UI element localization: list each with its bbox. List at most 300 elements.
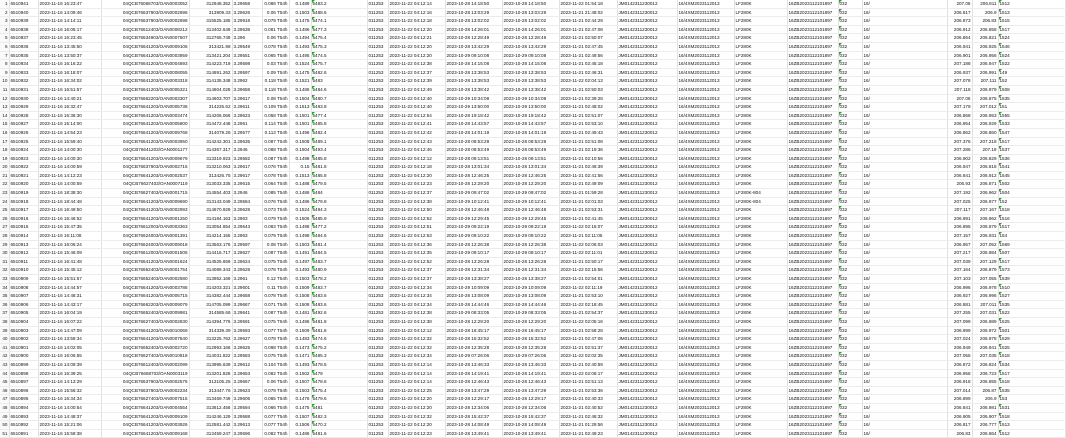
ratio-cell[interactable]: 0.1504 — [289, 94, 311, 103]
ratio-cell[interactable]: 0.1486 — [289, 189, 311, 198]
batch-cell[interactable]: 16/4XM2023112013 — [677, 326, 734, 335]
measure-c-cell[interactable]: 1529 — [998, 335, 1065, 344]
station-cell[interactable]: 011253 — [367, 189, 388, 198]
measure-a-cell[interactable]: 207.039 — [947, 257, 972, 266]
flag-cell[interactable]: 16/ — [862, 403, 947, 412]
batch-cell[interactable]: 16/4XM2023112013 — [677, 292, 734, 301]
id-cell[interactable]: 6510921 — [9, 171, 38, 180]
created-time-cell[interactable]: 2023-11-16 16:06:24 — [38, 240, 101, 249]
type-cell[interactable]: 032 — [838, 42, 862, 51]
voltage-cell[interactable]: 3.29635 — [232, 137, 262, 146]
id-cell[interactable]: 6510939 — [9, 17, 38, 26]
type-cell[interactable]: 032 — [838, 197, 862, 206]
row-number[interactable]: 12 — [0, 94, 9, 103]
time-a-cell[interactable]: 2023-11-22 04:12:32 — [388, 335, 445, 344]
time-c-cell[interactable]: 2023-10-29 08:33:05 — [502, 309, 559, 318]
model-cell[interactable]: LF280K — [734, 103, 787, 112]
row-number[interactable]: 50 — [0, 421, 9, 430]
row-number[interactable]: 35 — [0, 292, 9, 301]
type-cell[interactable]: 032 — [838, 283, 862, 292]
id-cell[interactable]: 6510892 — [9, 421, 38, 430]
row-number[interactable]: 26 — [0, 214, 9, 223]
batch-cell[interactable]: 16/4XM2023112013 — [677, 378, 734, 387]
code-cell[interactable]: 04QCB76627403/OAN0002830 — [101, 317, 189, 326]
capacity-cell[interactable]: 313225.762 — [189, 335, 232, 344]
measure-b-cell[interactable]: 206.962 — [972, 214, 998, 223]
serial-cell[interactable]: 16ZB2023112101897 — [787, 17, 838, 26]
time-d-cell[interactable]: 2023-11-21 02:44:29 — [559, 17, 617, 26]
station-cell[interactable]: 011253 — [367, 128, 388, 137]
order-cell[interactable]: JM0142311230012 — [617, 292, 677, 301]
value-cell[interactable]: 5479 — [311, 369, 367, 378]
measure-b-cell[interactable]: 206.821 — [972, 34, 998, 43]
voltage-cell[interactable]: 3.29584 — [232, 197, 262, 206]
time-c-cell[interactable]: 2023-10-29 09:10:17 — [502, 249, 559, 258]
type-cell[interactable]: 032 — [838, 223, 862, 232]
measure-c-cell[interactable]: 1518 — [998, 352, 1065, 361]
id-cell[interactable]: 6510935 — [9, 51, 38, 60]
time-a-cell[interactable]: 2023-11-22 04:12:37 — [388, 68, 445, 77]
code-cell[interactable]: 04QCB76641203/OAN0001624 — [101, 257, 189, 266]
resistance-cell[interactable]: 0.065 T54h — [262, 395, 289, 404]
measure-c-cell[interactable]: 1517 — [998, 223, 1065, 232]
time-c-cell[interactable]: 2023-10-28 13:38:53 — [502, 68, 559, 77]
time-b-cell[interactable]: 2023-10-28 14:26:01 — [445, 25, 502, 34]
resistance-cell[interactable]: 0.118 T54h — [262, 77, 289, 86]
code-cell[interactable]: 04QCB76641203/OAN0008055 — [101, 68, 189, 77]
created-time-cell[interactable]: 2023-11-16 16:06:17 — [38, 25, 101, 34]
id-cell[interactable]: 6510930 — [9, 94, 38, 103]
capacity-cell[interactable]: 314367.317 — [189, 146, 232, 155]
code-cell[interactable]: 04QCB76641203/OAN0004893 — [101, 60, 189, 69]
flag-cell[interactable]: 16/ — [862, 283, 947, 292]
value-cell[interactable]: 5483.2 — [311, 0, 367, 8]
measure-c-cell[interactable]: 151 — [998, 103, 1065, 112]
created-time-cell[interactable]: 2023-11-16 16:23:47 — [38, 0, 101, 8]
type-cell[interactable]: 032 — [838, 60, 862, 69]
station-cell[interactable]: 011253 — [367, 8, 388, 17]
measure-b-cell[interactable]: 206.818 — [972, 163, 998, 172]
model-cell[interactable]: LF280K-804 — [734, 197, 787, 206]
order-cell[interactable]: JM0142311230012 — [617, 378, 677, 387]
flag-cell[interactable]: 16/ — [862, 214, 947, 223]
time-a-cell[interactable]: 2023-11-22 04:12:51 — [388, 223, 445, 232]
ratio-cell[interactable]: 0.1498 — [289, 223, 311, 232]
ratio-cell[interactable]: 0.1501 — [289, 120, 311, 129]
id-cell[interactable]: 6510923 — [9, 154, 38, 163]
created-time-cell[interactable]: 2023-11-16 14:00:30 — [38, 146, 101, 155]
time-a-cell[interactable]: 2023-11-22 04:12:25 — [388, 386, 445, 395]
time-b-cell[interactable]: 2023-10-29 10:12:41 — [445, 197, 502, 206]
measure-a-cell[interactable]: 206.954 — [947, 120, 972, 129]
created-time-cell[interactable]: 2023-11-16 16:06:55 — [38, 352, 101, 361]
batch-cell[interactable]: 16/4XM2023112013 — [677, 343, 734, 352]
measure-b-cell[interactable]: 207.052 — [972, 240, 998, 249]
measure-a-cell[interactable]: 206.864 — [947, 34, 972, 43]
measure-c-cell[interactable]: 1533 — [998, 120, 1065, 129]
id-cell[interactable]: 6510900 — [9, 352, 38, 361]
time-c-cell[interactable]: 2023-10-29 10:12:41 — [502, 197, 559, 206]
measure-c-cell[interactable]: 1513 — [998, 421, 1065, 430]
model-cell[interactable]: LF280K — [734, 421, 787, 430]
measure-c-cell[interactable]: 1531 — [998, 403, 1065, 412]
batch-cell[interactable]: 16/4XM2023112013 — [677, 249, 734, 258]
resistance-cell[interactable]: 0.078 T54h — [262, 266, 289, 275]
type-cell[interactable]: 032 — [838, 257, 862, 266]
measure-a-cell[interactable]: 206.958 — [947, 369, 972, 378]
created-time-cell[interactable]: 2023-11-16 14:09:39 — [38, 360, 101, 369]
code-cell[interactable]: 04QCB76662203/OAN0003307 — [101, 94, 189, 103]
time-b-cell[interactable]: 2023-10-28 14:15:08 — [445, 60, 502, 69]
time-b-cell[interactable]: 2023-10-28 14:19:41 — [445, 369, 502, 378]
capacity-cell[interactable]: 312581.442 — [189, 421, 232, 430]
time-c-cell[interactable]: 2023-10-29 09:10:08 — [502, 51, 559, 60]
code-cell[interactable]: 04QCB76637903/OAN0002234 — [101, 386, 189, 395]
table-row[interactable] — [0, 146, 1065, 155]
ratio-cell[interactable]: 0.1475 — [289, 68, 311, 77]
order-cell[interactable]: JM0142311230012 — [617, 412, 677, 421]
measure-a-cell[interactable]: 207.157 — [947, 232, 972, 241]
value-cell[interactable]: 5477.4 — [311, 111, 367, 120]
voltage-cell[interactable]: 3.29594 — [232, 403, 262, 412]
time-d-cell[interactable]: 2023-11-22 02:18:45 — [559, 300, 617, 309]
created-time-cell[interactable]: 2023-11-16 16:41:48 — [38, 257, 101, 266]
time-a-cell[interactable]: 2023-11-22 04:12:14 — [388, 360, 445, 369]
serial-cell[interactable]: 16ZB2023112101897 — [787, 137, 838, 146]
code-cell[interactable]: 04QCB76627403/OAN0001715 — [101, 189, 189, 198]
time-a-cell[interactable]: 2023-11-22 04:12:21 — [388, 34, 445, 43]
time-b-cell[interactable]: 2023-10-29 13:50:00 — [445, 103, 502, 112]
station-cell[interactable]: 011253 — [367, 111, 388, 120]
measure-c-cell[interactable]: 1524 — [998, 51, 1065, 60]
created-time-cell[interactable]: 2023-11-16 14:00:59 — [38, 163, 101, 172]
batch-cell[interactable]: 16/4XM2023112013 — [677, 103, 734, 112]
time-b-cell[interactable]: 2023-10-28 13:38:27 — [445, 275, 502, 284]
serial-cell[interactable]: 16ZB2023112101897 — [787, 77, 838, 86]
station-cell[interactable]: 011253 — [367, 309, 388, 318]
station-cell[interactable]: 011253 — [367, 214, 388, 223]
time-b-cell[interactable]: 2023-10-28 13:46:33 — [445, 360, 502, 369]
table-row[interactable] — [0, 309, 1065, 318]
voltage-cell[interactable]: 3.29601 — [232, 283, 262, 292]
time-b-cell[interactable]: 2023-10-28 15:42:37 — [445, 412, 502, 421]
serial-cell[interactable]: 16ZB2023112101897 — [787, 189, 838, 198]
type-cell[interactable]: 032 — [838, 429, 862, 438]
ratio-cell[interactable]: 0.1475 — [289, 403, 311, 412]
time-c-cell[interactable]: 2023-10-29 09:22:19 — [502, 223, 559, 232]
table-row[interactable] — [0, 120, 1065, 129]
flag-cell[interactable]: 16/ — [862, 103, 947, 112]
time-b-cell[interactable]: 2023-10-29 09:10:17 — [445, 249, 502, 258]
time-d-cell[interactable]: 2023-11-21 02:01:03 — [559, 197, 617, 206]
table-row[interactable] — [0, 412, 1065, 421]
measure-a-cell[interactable]: 207.025 — [947, 197, 972, 206]
model-cell[interactable]: LF280K — [734, 249, 787, 258]
time-c-cell[interactable]: 2023-10-28 13:26:28 — [502, 257, 559, 266]
time-b-cell[interactable]: 2023-10-28 12:46:48 — [445, 206, 502, 215]
time-d-cell[interactable]: 2023-11-22 02:15:56 — [559, 266, 617, 275]
ratio-cell[interactable]: 0.15 — [289, 163, 311, 172]
time-a-cell[interactable]: 2023-11-22 04:12:46 — [388, 146, 445, 155]
time-c-cell[interactable]: 2023-10-28 13:46:33 — [502, 360, 559, 369]
time-c-cell[interactable]: 2023-10-28 14:43:57 — [502, 120, 559, 129]
type-cell[interactable]: 032 — [838, 0, 862, 8]
resistance-cell[interactable]: 0.118 T54h — [262, 85, 289, 94]
station-cell[interactable]: 011253 — [367, 326, 388, 335]
created-time-cell[interactable]: 2023-11-16 14:00:59 — [38, 180, 101, 189]
serial-cell[interactable]: 16ZB2023112101897 — [787, 60, 838, 69]
measure-a-cell[interactable]: 207.117 — [947, 206, 972, 215]
id-cell[interactable]: 6510903 — [9, 326, 38, 335]
capacity-cell[interactable]: 315525.185 — [189, 17, 232, 26]
measure-b-cell[interactable]: 207.031 — [972, 309, 998, 318]
capacity-cell[interactable]: 313421.98 — [189, 42, 232, 51]
time-d-cell[interactable]: 2023-11-21 02:54:01 — [559, 275, 617, 284]
resistance-cell[interactable]: 0.078 T54h — [262, 335, 289, 344]
order-cell[interactable]: JM0142311230012 — [617, 240, 677, 249]
measure-b-cell[interactable]: 206.929 — [972, 120, 998, 129]
time-a-cell[interactable]: 2023-11-22 04:12:34 — [388, 292, 445, 301]
batch-cell[interactable]: 16/4XM2023112013 — [677, 309, 734, 318]
order-cell[interactable]: JM0142311230012 — [617, 352, 677, 361]
code-cell[interactable]: 04QCB76627403/OAN0010818 — [101, 352, 189, 361]
resistance-cell[interactable]: 0.058 T54h — [262, 111, 289, 120]
flag-cell[interactable]: 16/ — [862, 421, 947, 430]
measure-b-cell[interactable]: 206.962 — [972, 189, 998, 198]
order-cell[interactable]: JM0142311230012 — [617, 77, 677, 86]
time-c-cell[interactable]: 2023-10-28 14:44:46 — [502, 300, 559, 309]
order-cell[interactable]: JM0142311230012 — [617, 360, 677, 369]
flag-cell[interactable]: 16/ — [862, 240, 947, 249]
value-cell[interactable]: 5485.9 — [311, 214, 367, 223]
time-b-cell[interactable]: 2023-10-29 09:10:08 — [445, 51, 502, 60]
voltage-cell[interactable]: 3.29658 — [232, 0, 262, 8]
batch-cell[interactable]: 16/4XM2023112013 — [677, 223, 734, 232]
flag-cell[interactable]: 16/ — [862, 206, 947, 215]
batch-cell[interactable]: 16/4XM2023112013 — [677, 171, 734, 180]
measure-b-cell[interactable]: 206.879 — [972, 223, 998, 232]
station-cell[interactable]: 011253 — [367, 180, 388, 189]
measure-b-cell[interactable]: 206.996 — [972, 292, 998, 301]
serial-cell[interactable]: 16ZB2023112101897 — [787, 8, 838, 17]
resistance-cell[interactable]: 0.077 T54h — [262, 412, 289, 421]
created-time-cell[interactable]: 2023-11-16 14:14:11 — [38, 17, 101, 26]
measure-c-cell[interactable]: 1502 — [998, 180, 1065, 189]
created-time-cell[interactable]: 2023-11-16 14:40:21 — [38, 94, 101, 103]
time-a-cell[interactable]: 2023-11-22 04:12:35 — [388, 249, 445, 258]
resistance-cell[interactable]: 0.073 T54h — [262, 206, 289, 215]
row-number[interactable]: 36 — [0, 300, 9, 309]
measure-b-cell[interactable]: 206.947 — [972, 60, 998, 69]
time-c-cell[interactable]: 2023-10-28 13:02:02 — [502, 17, 559, 26]
time-c-cell[interactable]: 2023-10-28 13:49:41 — [502, 429, 559, 438]
time-b-cell[interactable]: 2023-10-28 16:45:17 — [445, 326, 502, 335]
resistance-cell[interactable]: 0.075 T54h — [262, 317, 289, 326]
time-c-cell[interactable]: 2023-10-28 13:38:53 — [502, 77, 559, 86]
model-cell[interactable]: LF280K — [734, 309, 787, 318]
ratio-cell[interactable]: 0.1508 — [289, 300, 311, 309]
measure-a-cell[interactable]: 206.941 — [947, 42, 972, 51]
measure-b-cell[interactable]: 207.012 — [972, 103, 998, 112]
batch-cell[interactable]: 16/4XM2023112013 — [677, 34, 734, 43]
table-row[interactable] — [0, 85, 1065, 94]
row-number[interactable]: 33 — [0, 275, 9, 284]
row-number[interactable]: 8 — [0, 60, 9, 69]
station-cell[interactable]: 011253 — [367, 206, 388, 215]
time-d-cell[interactable]: 2023-11-21 02:39:28 — [559, 94, 617, 103]
resistance-cell[interactable]: 0.075 T54h — [262, 257, 289, 266]
time-d-cell[interactable]: 2023-11-21 02:50:07 — [559, 34, 617, 43]
ratio-cell[interactable]: 0.1493 — [289, 266, 311, 275]
value-cell[interactable]: 5484 — [311, 189, 367, 198]
time-a-cell[interactable]: 2023-11-22 04:12:54 — [388, 111, 445, 120]
id-cell[interactable]: 6510926 — [9, 128, 38, 137]
capacity-cell[interactable]: 314223.719 — [189, 60, 232, 69]
time-a-cell[interactable]: 2023-11-22 04:12:18 — [388, 163, 445, 172]
ratio-cell[interactable]: 0.1489 — [289, 0, 311, 8]
batch-cell[interactable]: 16/4XM2023112013 — [677, 137, 734, 146]
serial-cell[interactable]: 16ZB2023112101897 — [787, 412, 838, 421]
batch-cell[interactable]: 16/4XM2023112013 — [677, 154, 734, 163]
flag-cell[interactable]: 16/ — [862, 25, 947, 34]
order-cell[interactable]: JM0142311230012 — [617, 137, 677, 146]
flag-cell[interactable]: 16/ — [862, 17, 947, 26]
resistance-cell[interactable]: 0.077 T54h — [262, 421, 289, 430]
type-cell[interactable]: 032 — [838, 386, 862, 395]
measure-b-cell[interactable]: 206.83 — [972, 17, 998, 26]
time-d-cell[interactable]: 2023-11-21 02:41:45 — [559, 214, 617, 223]
table-row[interactable] — [0, 34, 1065, 43]
flag-cell[interactable]: 16/ — [862, 378, 947, 387]
code-cell[interactable]: 04QCB76641203/OAN0005321 — [101, 85, 189, 94]
batch-cell[interactable]: 16/4XM2023112013 — [677, 429, 734, 438]
measure-a-cell[interactable]: 207.078 — [947, 77, 972, 86]
time-c-cell[interactable]: 2023-10-28 12:28:49 — [502, 34, 559, 43]
resistance-cell[interactable]: 0.082 T54h — [262, 369, 289, 378]
measure-c-cell[interactable]: 1504 — [998, 189, 1065, 198]
measure-c-cell[interactable]: 1518 — [998, 378, 1065, 387]
measure-c-cell[interactable]: 1527 — [998, 292, 1065, 301]
time-c-cell[interactable]: 2023-10-28 12:29:20 — [502, 180, 559, 189]
code-cell[interactable]: 04QCB76641203/OAN0009168 — [101, 429, 189, 438]
ratio-cell[interactable]: 0.1481 — [289, 309, 311, 318]
table-row[interactable] — [0, 300, 1065, 309]
batch-cell[interactable]: 16/4XM2023112013 — [677, 412, 734, 421]
table-row[interactable] — [0, 232, 1065, 241]
time-a-cell[interactable]: 2023-11-22 04:12:20 — [388, 403, 445, 412]
serial-cell[interactable]: 16ZB2023112101897 — [787, 111, 838, 120]
time-d-cell[interactable]: 2023-11-21 02:46:32 — [559, 412, 617, 421]
value-cell[interactable]: 5475.2 — [311, 343, 367, 352]
id-cell[interactable]: 6510912 — [9, 249, 38, 258]
type-cell[interactable]: 032 — [838, 352, 862, 361]
resistance-cell[interactable]: 0.06 T54h — [262, 34, 289, 43]
serial-cell[interactable]: 16ZB2023112101897 — [787, 180, 838, 189]
station-cell[interactable]: 011253 — [367, 300, 388, 309]
row-number[interactable]: 46 — [0, 386, 9, 395]
serial-cell[interactable]: 16ZB2023112101897 — [787, 403, 838, 412]
flag-cell[interactable]: 16/ — [862, 189, 947, 198]
created-time-cell[interactable]: 2023-11-16 14:44:57 — [38, 283, 101, 292]
measure-c-cell[interactable]: 1516 — [998, 214, 1065, 223]
flag-cell[interactable]: 16/ — [862, 395, 947, 404]
row-number[interactable]: 28 — [0, 232, 9, 241]
time-c-cell[interactable]: 2023-10-28 13:47:29 — [502, 386, 559, 395]
type-cell[interactable]: 032 — [838, 412, 862, 421]
voltage-cell[interactable]: 3.29628 — [232, 266, 262, 275]
type-cell[interactable]: 032 — [838, 17, 862, 26]
voltage-cell[interactable]: 3.29643 — [232, 223, 262, 232]
time-a-cell[interactable]: 2023-11-22 04:12:23 — [388, 180, 445, 189]
time-c-cell[interactable]: 2023-10-28 14:26:01 — [502, 25, 559, 34]
serial-cell[interactable]: 16ZB2023112101897 — [787, 292, 838, 301]
time-c-cell[interactable]: 2023-10-28 12:46:25 — [502, 171, 559, 180]
voltage-cell[interactable]: 3.29538 — [232, 25, 262, 34]
table-row[interactable] — [0, 51, 1065, 60]
time-c-cell[interactable]: 2023-10-28 14:08:49 — [502, 421, 559, 430]
time-d-cell[interactable]: 2023-11-21 02:49:23 — [559, 429, 617, 438]
row-number[interactable]: 49 — [0, 412, 9, 421]
id-cell[interactable]: 6510941 — [9, 0, 38, 8]
measure-a-cell[interactable]: 207.188 — [947, 60, 972, 69]
code-cell[interactable]: 04QCB76637903/OAN0002696 — [101, 8, 189, 17]
time-a-cell[interactable]: 2023-11-22 04:12:16 — [388, 8, 445, 17]
model-cell[interactable]: LF280K — [734, 266, 787, 275]
resistance-cell[interactable]: 0.109 T54h — [262, 103, 289, 112]
time-c-cell[interactable]: 2023-10-29 10:34:08 — [502, 94, 559, 103]
batch-cell[interactable]: 16/4XM2023112013 — [677, 300, 734, 309]
row-number[interactable]: 31 — [0, 257, 9, 266]
flag-cell[interactable]: 16/ — [862, 317, 947, 326]
time-d-cell[interactable]: 2023-11-22 02:06:03 — [559, 240, 617, 249]
measure-c-cell[interactable]: 1524 — [998, 34, 1065, 43]
order-cell[interactable]: JM0142311230012 — [617, 343, 677, 352]
model-cell[interactable]: LF280K — [734, 395, 787, 404]
row-number[interactable]: 38 — [0, 317, 9, 326]
capacity-cell[interactable]: 314394.776 — [189, 317, 232, 326]
time-d-cell[interactable]: 2023-11-21 02:51:37 — [559, 343, 617, 352]
measure-b-cell[interactable]: 206.979 — [972, 85, 998, 94]
created-time-cell[interactable]: 2023-11-16 18:44:48 — [38, 197, 101, 206]
measure-a-cell[interactable]: 207.099 — [947, 317, 972, 326]
capacity-cell[interactable]: 313421.204 — [189, 51, 232, 60]
model-cell[interactable]: LF280K — [734, 120, 787, 129]
flag-cell[interactable]: 16/ — [862, 292, 947, 301]
model-cell[interactable]: LF280K — [734, 429, 787, 438]
model-cell[interactable]: LF280K — [734, 369, 787, 378]
code-cell[interactable]: 04QCB76652403/OAN0009981 — [101, 309, 189, 318]
resistance-cell[interactable]: 0.087 T54h — [262, 154, 289, 163]
batch-cell[interactable]: 16/4XM2023112013 — [677, 25, 734, 34]
time-d-cell[interactable]: 2023-11-21 02:50:03 — [559, 85, 617, 94]
serial-cell[interactable]: 16ZB2023112101897 — [787, 0, 838, 8]
batch-cell[interactable]: 16/4XM2023112013 — [677, 275, 734, 284]
time-b-cell[interactable]: 2023-10-28 12:34:06 — [445, 403, 502, 412]
time-b-cell[interactable]: 2023-10-28 09:13:51 — [445, 154, 502, 163]
measure-b-cell[interactable]: 206.991 — [972, 68, 998, 77]
row-number[interactable]: 27 — [0, 223, 9, 232]
model-cell[interactable]: LF280K — [734, 17, 787, 26]
created-time-cell[interactable]: 2023-11-16 16:32:47 — [38, 103, 101, 112]
value-cell[interactable]: 5493.4 — [311, 146, 367, 155]
code-cell[interactable]: 04QCB76641203/OAN0005715 — [101, 292, 189, 301]
voltage-cell[interactable]: 3.29641 — [232, 309, 262, 318]
time-c-cell[interactable]: 2023-10-28 08:53:49 — [502, 146, 559, 155]
model-cell[interactable]: LF280K — [734, 300, 787, 309]
id-cell[interactable]: 6510924 — [9, 146, 38, 155]
station-cell[interactable]: 011253 — [367, 68, 388, 77]
time-c-cell[interactable]: 2023-10-29 13:50:00 — [502, 103, 559, 112]
